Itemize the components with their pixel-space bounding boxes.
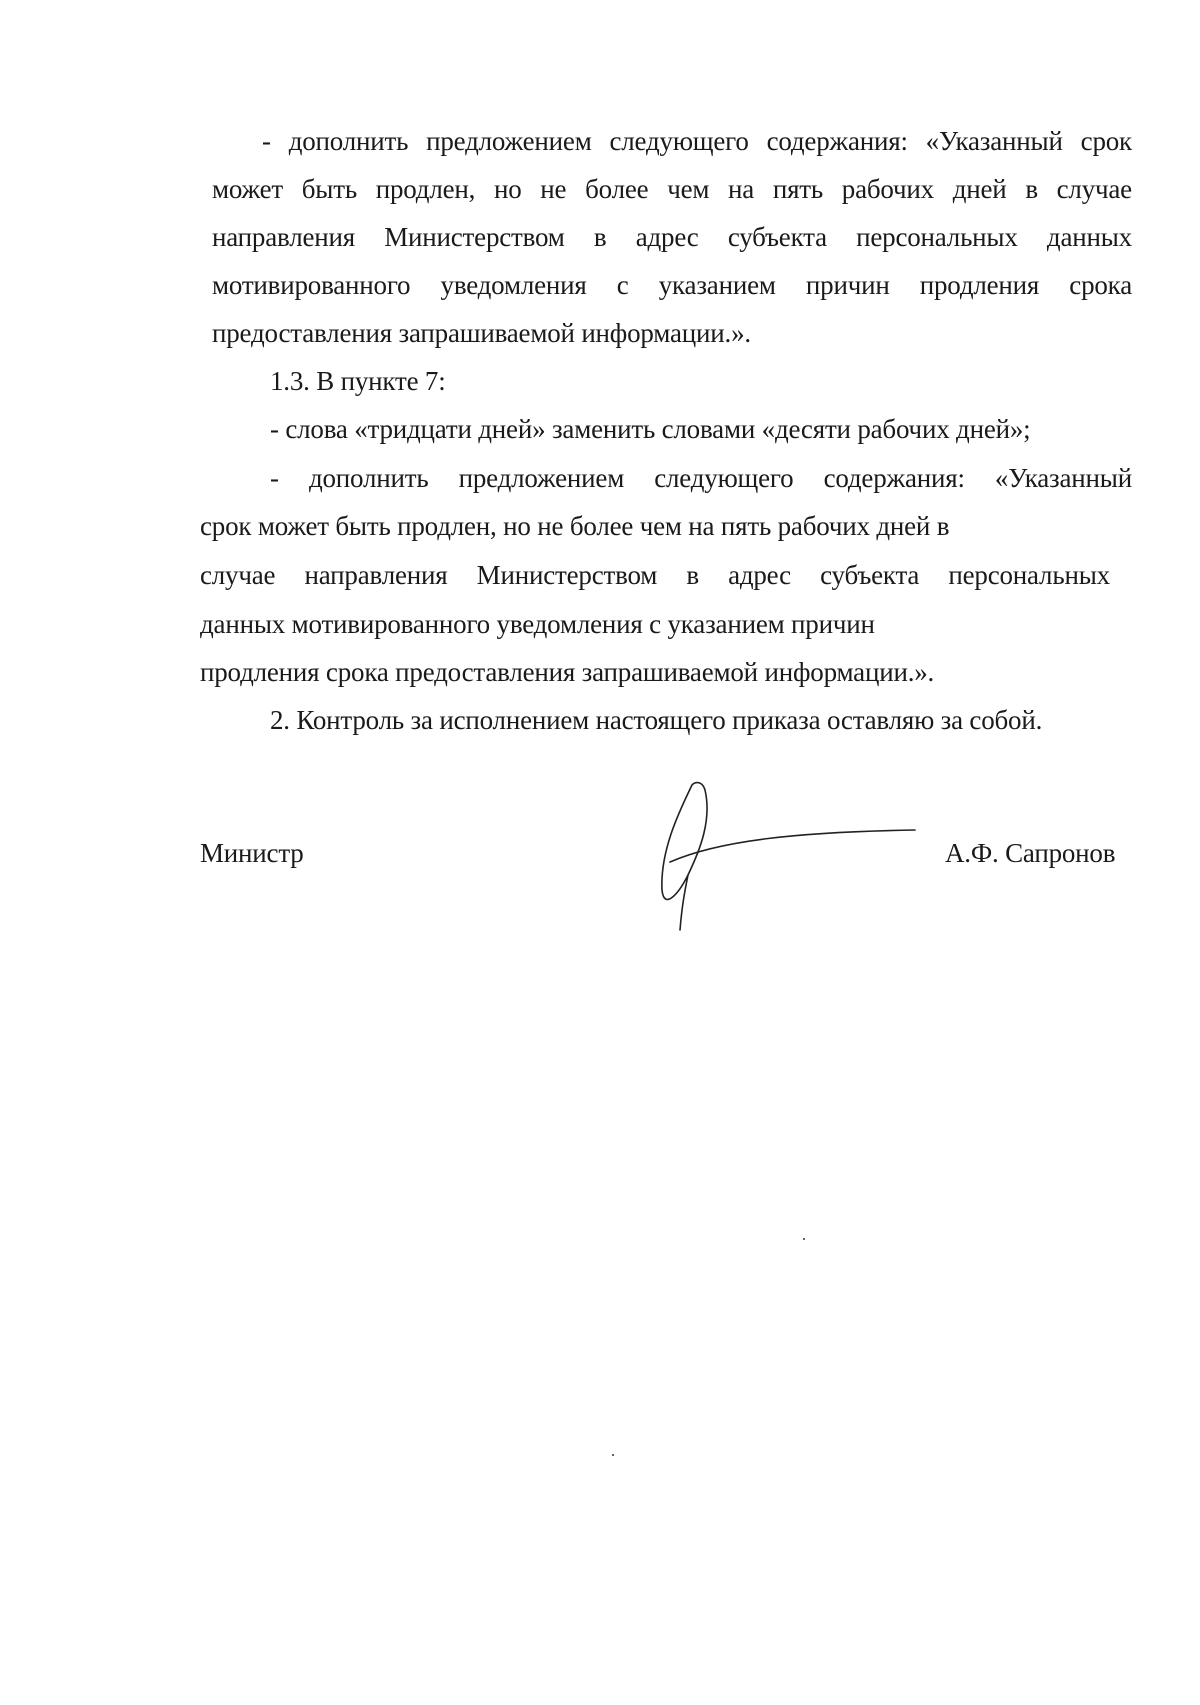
body-line-11: данных мотивированного уведомления с указанием причин (200, 609, 875, 639)
signatory-position: Министр (200, 838, 304, 868)
signatory-name: А.Ф. Сапронов (945, 838, 1116, 868)
body-line-7: - слова «тридцати дней» заменить словами «десяти рабочих дней»; (270, 414, 1031, 444)
handwritten-signature (650, 780, 930, 940)
scan-speck (612, 1454, 614, 1456)
section-heading-1-3: 1.3. В пункте 7: (270, 366, 446, 396)
body-line-1: - дополнить предложением следующего содержания: «Указанный срок (262, 126, 1132, 156)
scan-speck (803, 1238, 805, 1240)
body-line-8: - дополнить предложением следующего содержания: «Указанный (270, 463, 1132, 493)
body-line-2: может быть продлен, но не более чем на пять рабочих дней в случае (212, 174, 1132, 204)
body-line-4: мотивированного уведомления с указанием причин продления срока (212, 270, 1132, 300)
body-line-3: направления Министерством в адрес субъекта персональных данных (212, 222, 1132, 252)
body-line-12: продления срока предоставления запрашиваемой информации.». (200, 657, 935, 687)
body-line-10: случае направления Министерством в адрес субъекта персональных (200, 560, 1110, 590)
body-line-9: срок может быть продлен, но не более чем на пять рабочих дней в (200, 511, 950, 541)
body-line-5: предоставления запрашиваемой информации.». (212, 318, 751, 348)
closing-paragraph: 2. Контроль за исполнением настоящего приказа оставляю за собой. (270, 705, 1043, 735)
